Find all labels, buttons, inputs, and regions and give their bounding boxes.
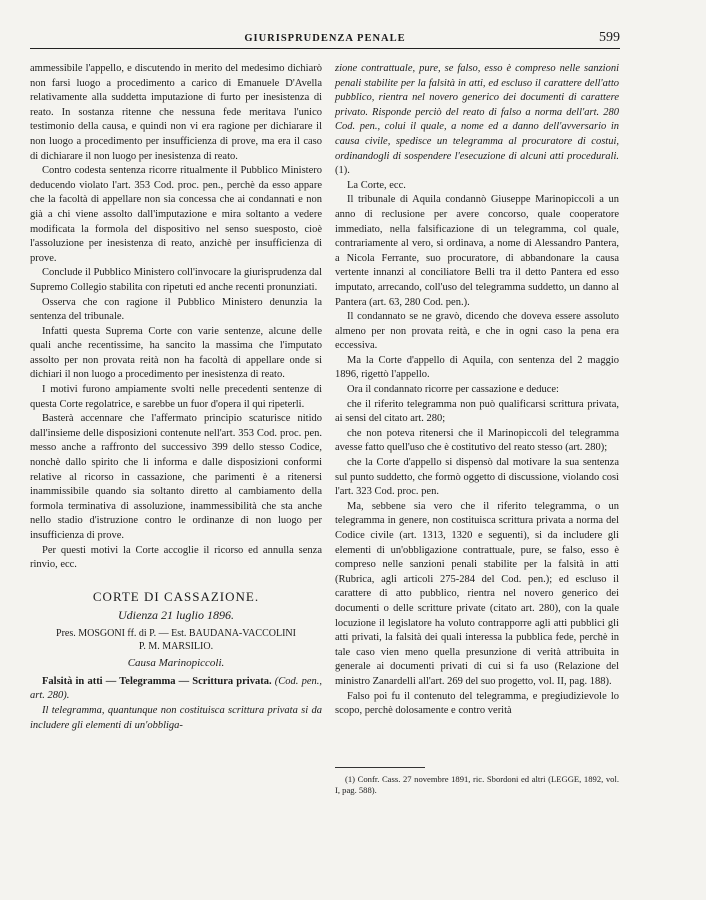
paragraph: ammessibile l'appello, e discutendo in merito del medesimo dichiarò non farsi luogo a procedimento a carico di Emanuele D'Avella relativamente alla suddetta imputazione di furto per inesistenza di reato. In sostanza ritenne che nessuna fede meritava l'unico testimonio della causa, e quindi non vi era ragione per dichiarare il non luogo a procedimento per insufficienza di prove, ma era il caso di dichiarare il non luogo per inesistenza di reato. [30,63,322,162]
bench-composition: Pres. MOSGONI ff. di P. — Est. BAUDANA-VACCOLINI [56,627,296,639]
paragraph: Contro codesta sentenza ricorre ritualmente il Pubblico Ministero deducendo violato l'art. 353 Cod. proc. pen., perchè da esso appare che la facoltà di appellare non sia concessa che ai condannati e non già a chi viene assolto dall'imputazione e mira soltanto a vedere modificata la formola del dispositivo nel senso suesposto, cioè l'assoluzione per inesistenza di reato, anzichè per insufficienza di prove. [30,165,322,264]
footnote-divider [335,767,425,768]
page-number: 599 [599,30,620,45]
paragraph: che il riferito telegramma non può qualificarsi scrittura privata, ai sensi del citato art. 280; [335,398,619,425]
paragraph: La Corte, ecc. [347,179,406,191]
paragraph: I motivi furono ampiamente svolti nelle precedenti sentenze di questa Corte regolatrice, e sarebbe un fuor d'opera il qui ripeterli. [30,384,322,410]
paragraph: Basterà accennare che l'affermato principio scaturisce nitido dall'insieme delle disposizioni contenute nell'art. 353 Cod. proc. pen. messo anche a raffronto del successivo 399 dello stesso Codice, nonchè dallo spirito che li informa e dalle disposizioni conformi relative al ricorso in cassazione, che parimenti è a ritenersi inammissibile quando sia soltanto diretto al cambiamento della formola terminativa di assoluzione, inammessibilità che sta anche nello stadio d'istruzione contro le ordinanze di non luogo per insufficienza di prove. [30,413,322,541]
public-prosecutor: P. M. MARSILIO. [138,641,214,653]
paragraph: che non poteva ritenersi che il Marinopiccoli del telegramma avesse fatto quell'uso che è costitutivo del reato stesso (art. 280); [335,427,619,454]
legal-maxim-continued [335,62,619,179]
paragraph: Il tribunale di Aquila condannò Giuseppe Marinopiccoli a un anno di reclusione per avere concorso, quale cooperatore immediato, nella falsificazione di un telegramma, col quale, contrariamente al vero, si ordinava, a nome di Alessandro Pantera, a Nicola Ferrante, suo procuratore, di abbandonare la causa vertente innanzi al conciliatore Belli tra il detto Pantera ed esso imputato, arrecando, coll'uso del telegramma suddetto, un danno al Pantera (art. 63, 280 Cod. pen.). [335,194,619,308]
paragraph: Ma, sebbene sia vero che il riferito telegramma, o un telegramma in genere, non costituisca scrittura privata a norma del Codice civile (art. 1313, 1320 e seguenti), si da includere gli elementi di un'obbligazione contrattuale, pure, se falso, esso è compreso nelle sanzioni penali stabilite per la falsità in atti (Rubrica, agli articoli 275-284 del Cod. pen.); ed escluso il carattere di atto pubblico, rientra nel novero generico dei documenti o delle scritture private (citato art. 280), con la quale locuzione il legislatore ha voluto contrapporre agli atti pubblici gli atti privati, la falsità dei quali interessa la pubblica fede, perchè in tale caso vien meno quella presunzione di verità attribuita in generale ai documenti privati di cui si fa uso (Relazione del ministro Zanardelli all'art. 269 del suo progetto, vol. II, pag. 188). [335,500,619,687]
maxim-text: zione contrattuale, pure, se falso, esso è compreso nelle sanzioni penali stabilite per la falsità in atti, ed escluso il carattere dell'atto pubblico, rientra nel novero generico dei documenti di carattere privato. Risponde perciò del reato di falso a norma dell'art. 280 Cod. pen., colui il quale, a nome ed a danno dell'avversario in causa civile, spedisce un telegramma al procuratore di costui, ordinandogli di sospendere l'esecuzione di alcuni atti procedurali. [335,63,619,162]
running-header [30,30,620,49]
paragraph: Ora il condannato ricorre per cassazione e deduce: [347,384,559,396]
paragraph: Per questi motivi la Corte accoglie il ricorso ed annulla senza rinvio, ecc. [30,544,322,571]
case-subject [30,675,322,704]
paragraph: Il condannato se ne gravò, dicendo che doveva essere assoluto almeno per non provata reità, e che in ogni caso la pena era eccessiva. [335,311,619,352]
subject-heading: Falsità in atti — Telegramma — Scrittura privata. [42,675,272,687]
paragraph: Ma la Corte d'appello di Aquila, con sentenza del 2 maggio 1896, rigettò l'appello. [335,354,619,381]
paragraph: Conclude il Pubblico Ministero coll'invocare la giurisprudenza dal Supremo Collegio stabilita con ripetuti ed anche recenti pronunziati. [30,267,322,293]
paragraph: che la Corte d'appello si dispensò dal motivare la sua sentenza sul punto suddetto, che formò oggetto di discussione, violando così l'art. 323 Cod. proc. pen. [335,457,619,498]
legal-maxim: Il telegramma, quantunque non costituisca scrittura privata si da includere gli elementi di un'obbliga- [30,704,322,731]
paragraph: Infatti questa Suprema Corte con varie sentenze, alcune delle quali anche recentissime, ha sancito la massima che l'imputato assolto per non provata reità non ha facoltà di appellare onde si dichiari il non luogo a procedimento per inesistenza di reato. [30,325,322,381]
court-title: CORTE DI CASSAZIONE. [92,588,260,604]
hearing-date: Udienza 21 luglio 1896. [118,607,234,622]
subject-reference: (Cod. pen., art. 280). [30,675,322,702]
paragraph: Falso poi fu il contenuto del telegramma, e pregiudizievole lo scopo, perchè dolosamente e contro verità [335,690,619,717]
footnote: (1) Confr. Cass. 27 novembre 1891, ric. Sbordoni ed altri (LEGGE, 1892, vol. I, pag. 588). [335,773,619,795]
right-column [335,62,619,796]
footnote-reference: (1). [335,165,350,177]
header-title: GIURISPRUDENZA PENALE [244,33,406,44]
case-name: Causa Marinopiccoli. [127,656,225,669]
left-column [30,62,322,733]
paragraph: Osserva che con ragione il Pubblico Ministero denunzia la sentenza del tribunale. [30,296,322,323]
